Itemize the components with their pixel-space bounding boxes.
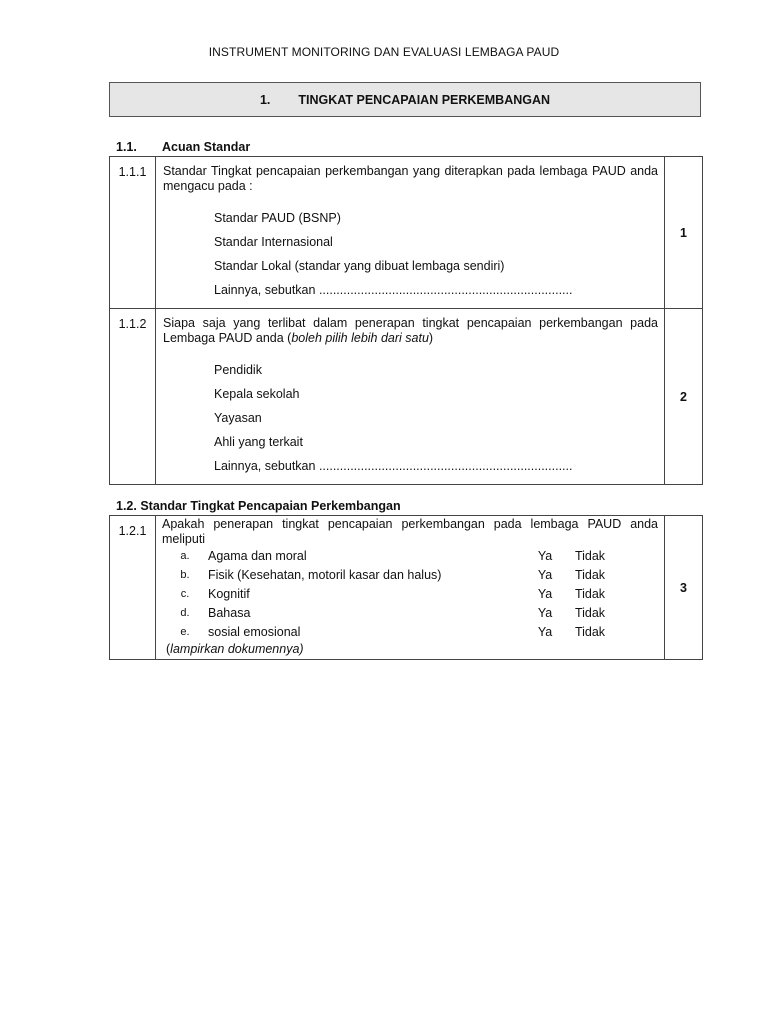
standar-tingkat-table <box>109 515 703 660</box>
question-score: 1 <box>665 157 703 309</box>
item-text: Fisik (Kesehatan, motoril kasar dan halus) <box>208 568 442 582</box>
subsection-heading-1-1 <box>116 140 250 154</box>
question-content <box>156 157 665 309</box>
item-row <box>162 623 658 642</box>
item-text: Bahasa <box>208 606 251 620</box>
option-item[interactable]: Standar Lokal (standar yang dibuat lembaga sendiri) <box>214 259 505 273</box>
question-code: 1.1.2 <box>110 309 156 485</box>
question-code: 1.1.1 <box>110 157 156 309</box>
option-item[interactable]: Standar Internasional <box>214 235 333 249</box>
item-row <box>162 585 658 604</box>
option-tidak[interactable]: Tidak <box>574 606 606 620</box>
section-number: 1. <box>259 92 271 107</box>
option-item[interactable]: Pendidik <box>214 363 262 377</box>
item-letter: c. <box>180 588 190 600</box>
option-list <box>163 206 658 302</box>
question-code: 1.2.1 <box>110 516 156 660</box>
option-item[interactable]: Lainnya, sebutkan ......................................................................... <box>214 283 573 297</box>
option-ya[interactable]: Ya <box>537 606 553 620</box>
note-text: lampirkan dokumennya) <box>170 642 304 656</box>
option-tidak[interactable]: Tidak <box>574 587 606 601</box>
option-ya[interactable]: Ya <box>537 549 553 563</box>
question-content <box>156 309 665 485</box>
section-title: TINGKAT PENCAPAIAN PERKEMBANGAN <box>298 92 551 107</box>
option-item[interactable]: Standar PAUD (BSNP) <box>214 211 341 225</box>
item-text: Kognitif <box>208 587 250 601</box>
document-header: INSTRUMENT MONITORING DAN EVALUASI LEMBAGA PAUD <box>208 45 560 59</box>
item-letter: a. <box>180 550 190 562</box>
section-title-box <box>109 82 701 117</box>
question-score: 2 <box>665 309 703 485</box>
question-score: 3 <box>665 516 703 660</box>
item-text: Agama dan moral <box>208 549 307 563</box>
option-tidak[interactable]: Tidak <box>574 549 606 563</box>
item-row <box>162 604 658 623</box>
question-text: Apakah penerapan tingkat pencapaian perkembangan pada lembaga PAUD anda meliputi <box>162 517 658 546</box>
question-text <box>163 316 658 346</box>
question-hint: boleh pilih lebih dari satu <box>291 331 429 345</box>
item-letter: d. <box>180 607 190 619</box>
option-tidak[interactable]: Tidak <box>574 568 606 582</box>
question-row-1-2-1 <box>110 516 703 660</box>
item-row <box>162 547 658 566</box>
question-text-part: ) <box>428 331 434 345</box>
attachment-note <box>162 642 658 657</box>
question-row-1-1-1 <box>110 157 703 309</box>
question-text-part: Siapa saja yang terlibat dalam penerapan tingkat pencapaian perkembangan pada Lembaga PAUD anda ( <box>163 316 658 345</box>
option-list <box>163 358 658 478</box>
option-item[interactable]: Ahli yang terkait <box>214 435 303 449</box>
item-row <box>162 566 658 585</box>
subsection-title: Acuan Standar <box>162 140 251 154</box>
question-row-1-1-2 <box>110 309 703 485</box>
option-ya[interactable]: Ya <box>537 568 553 582</box>
subsection-heading-1-2: 1.2. Standar Tingkat Pencapaian Perkembangan <box>116 499 401 513</box>
acuan-standar-table <box>109 156 703 485</box>
question-text: Standar Tingkat pencapaian perkembangan yang diterapkan pada lembaga PAUD anda mengacu pada : <box>163 164 658 193</box>
note-paren: ( <box>166 642 171 656</box>
option-item[interactable]: Kepala sekolah <box>214 387 300 401</box>
option-item[interactable]: Yayasan <box>214 411 262 425</box>
question-content <box>156 516 665 660</box>
item-text: sosial emosional <box>208 625 301 639</box>
option-ya[interactable]: Ya <box>537 625 553 639</box>
option-item[interactable]: Lainnya, sebutkan ......................................................................... <box>214 459 573 473</box>
option-tidak[interactable]: Tidak <box>574 625 606 639</box>
subsection-number: 1.1. <box>116 140 137 154</box>
option-ya[interactable]: Ya <box>537 587 553 601</box>
item-letter: e. <box>180 626 190 638</box>
item-letter: b. <box>180 569 190 581</box>
